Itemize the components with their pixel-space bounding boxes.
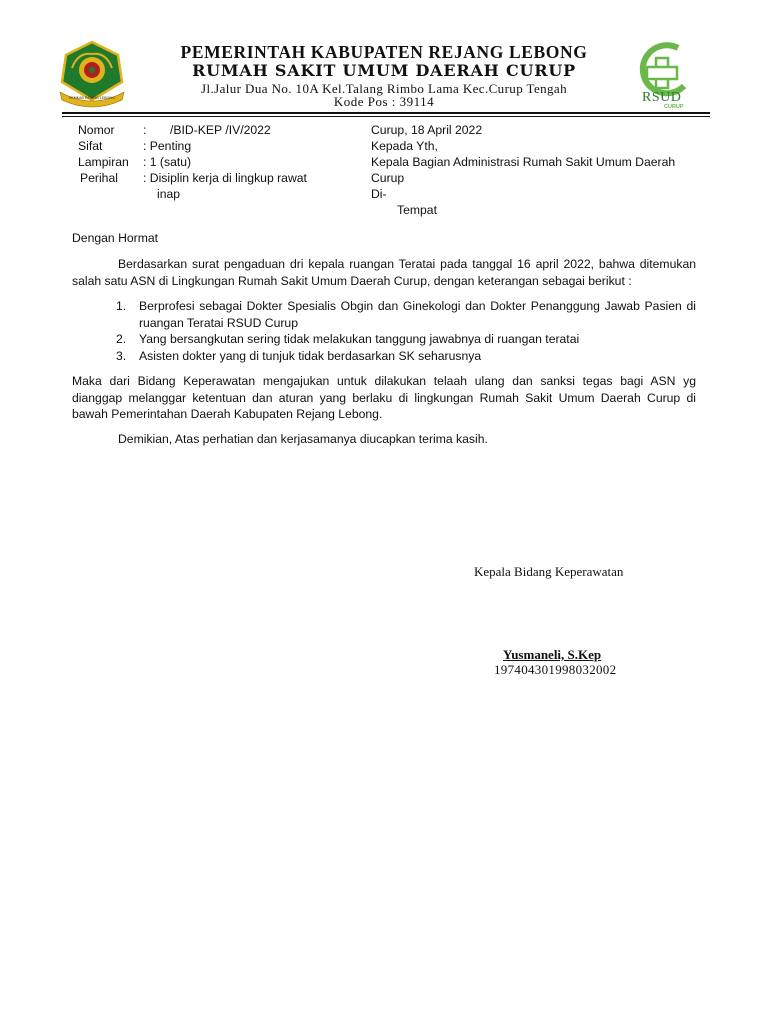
perihal-value: : Disiplin kerja di lingkup rawat — [143, 171, 307, 185]
recipient-line2: Curup — [371, 171, 405, 185]
lampiran-label: Lampiran — [78, 155, 129, 169]
recipient-tempat: Tempat — [397, 203, 437, 217]
signatory-name: Yusmaneli, S.Kep — [503, 647, 602, 662]
list-item — [118, 331, 696, 348]
recipient-line1: Kepala Bagian Administrasi Rumah Sakit Umum Daerah — [371, 155, 676, 169]
signatory-title: Kepala Bidang Keperawatan — [474, 564, 624, 579]
rsud-logo-sub: CURUP — [664, 104, 684, 110]
header-rule-thin — [62, 116, 710, 117]
signatory-nip: 197404301998032002 — [494, 662, 617, 677]
recipient-kepada: Kepada Yth, — [371, 139, 438, 153]
recipient-di: Di- — [371, 187, 387, 201]
paragraph-1 — [72, 256, 696, 289]
nomor-label: Nomor — [78, 123, 115, 137]
list-item — [118, 348, 696, 365]
emblem-ribbon-text: PEMKAB REJANG LEBONG — [69, 96, 115, 100]
list-item-text: Berprofesi sebagai Dokter Spesialis Obgin dan Ginekologi dan Dokter Penanggung Jawab Pasien di — [139, 299, 696, 313]
closing-sentence: Demikian, Atas perhatian dan kerjasamanya diucapkan terima kasih. — [118, 432, 488, 446]
header-address: Jl.Jalur Dua No. 10A Kel.Talang Rimbo Lama Kec.Curup Tengah — [201, 81, 567, 96]
findings-list — [118, 298, 696, 364]
list-item-text: Yang bersangkutan sering tidak melakukan tanggung jawabnya di ruangan teratai — [139, 332, 580, 347]
list-item — [118, 298, 696, 331]
list-item-number: 3. — [116, 348, 127, 363]
nomor-colon: : — [143, 123, 147, 137]
sifat-label: Sifat — [78, 139, 103, 153]
paragraph-2-line-1: Maka dari Bidang Keperawatan mengajukan untuk dilakukan telaah ulang dan sanksi tegas bagi ASN yg — [72, 374, 696, 388]
paragraph-2 — [72, 373, 696, 423]
list-item-text: Asisten dokter yang di tunjuk tidak berdasarkan SK seharusnya — [139, 348, 482, 363]
perihal-value-cont: inap — [157, 187, 181, 201]
perihal-label: Perihal — [80, 171, 118, 185]
list-item-number: 2. — [116, 332, 127, 347]
list-item-text-cont: ruangan Teratai RSUD Curup — [139, 315, 298, 330]
greeting: Dengan Hormat — [72, 231, 159, 245]
header-rule-thick — [62, 112, 710, 114]
nomor-value: /BID-KEP /IV/2022 — [170, 123, 271, 137]
sifat-value: : Penting — [143, 139, 192, 153]
header-government: PEMERINTAH KABUPATEN REJANG LEBONG — [180, 42, 588, 62]
paragraph-1-line-1: Berdasarkan surat pengaduan dri kepala ruangan Teratai pada tanggal 16 april 2022, bahwa ditemukan — [118, 257, 696, 271]
rsud-logo-text: RSUD — [642, 90, 682, 105]
header-hospital: RUMAH SAKIT UMUM DAERAH CURUP — [192, 61, 576, 80]
paragraph-2-line-2: dianggap melanggar ketentuan dan aturan yang berlaku di lingkungan Rumah Sakit Umum Daerah Curup di — [72, 390, 696, 405]
lampiran-value: : 1 (satu) — [143, 155, 192, 169]
list-item-number: 1. — [116, 299, 127, 313]
letter-date: Curup, 18 April 2022 — [371, 123, 483, 137]
paragraph-1-line-2: salah satu ASN di Lingkungan Rumah Sakit Umum Daerah Curup, dengan keterangan sebagai berikut : — [72, 273, 632, 288]
paragraph-2-line-3: bawah Pemerintahan Daerah Kabupaten Rejang Lebong. — [72, 407, 383, 422]
header-postal-code: Kode Pos : 39114 — [333, 94, 435, 109]
